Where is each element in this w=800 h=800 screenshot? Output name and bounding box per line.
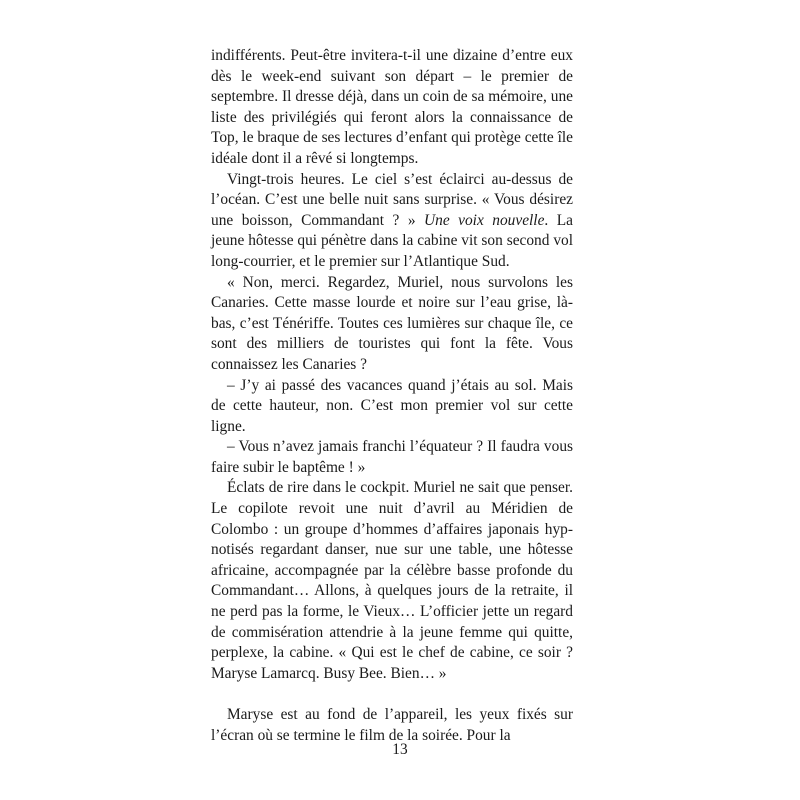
page-number: 13 <box>392 741 408 758</box>
paragraph-5: – Vous n’avez jamais franchi l’équateur ? Il faudra vous faire subir le baptême ! » <box>211 438 573 476</box>
paragraph-2-before: Vingt-trois heures. Le ciel s’est éclairci au-dessus de l’océan. C’est une belle nuit sans surprise. « Vous désirez une boisson, Commandant ? » <box>211 170 573 229</box>
paragraph-4: – J’y ai passé des vacances quand j’étais au sol. Mais de cette hauteur, non. C’est mon premier vol sur cette ligne. <box>211 376 573 435</box>
paragraph-2 <box>211 170 573 273</box>
paragraph-6: Éclats de rire dans le cockpit. Muriel ne sait que penser. Le copilote revoit une nuit d’avril au Méridien de Colombo : un groupe d’hommes d’affaires japonais hypnotisés regardant danser, nue sur une table, une hôtesse africaine, accompagnée par la célèbre basse profonde du Commandant… Allons, à quelques jours de la retraite, il ne perd pas la forme, le Vieux… L’officier jette un regard de commisération attendrie à la jeune femme qui quitte, perplexe, la cabine. « Qui est le chef de cabine, ce soir ? Maryse Lamarcq. Busy Bee. Bien… » <box>211 479 573 682</box>
paragraph-1: indifférents. Peut-être invitera-t-il une dizaine d’entre eux dès le week-end suivant son départ – le premier de septembre. Il dresse déjà, dans un coin de sa mémoire, une liste des privilégiés qui feront alors la connaissance de Top, le braque de ses lectures d’enfant qui protège cette île idéale dont il a rêvé si longtemps. <box>211 47 573 167</box>
paragraph-7: Maryse est au fond de l’appareil, les yeux fixés sur l’écran où se termine le film de la soirée. Pour la <box>211 706 573 744</box>
body-text <box>211 46 573 746</box>
paragraph-2-after: . La jeune hôtesse qui pénètre dans la cabine vit son second vol long-courrier, et le premier sur l’Atlantique Sud. <box>211 211 573 270</box>
paragraph-3: « Non, merci. Regardez, Muriel, nous survolons les Canaries. Cette masse lourde et noire sur l’eau grise, là-bas, c’est Ténériffe. Toutes ces lumières sur chaque île, ce sont des milliers de touristes qui font la fête. Vous connaissez les Canaries ? <box>211 273 573 373</box>
paragraph-2-emphasis: Une voix nouvelle <box>424 211 545 229</box>
